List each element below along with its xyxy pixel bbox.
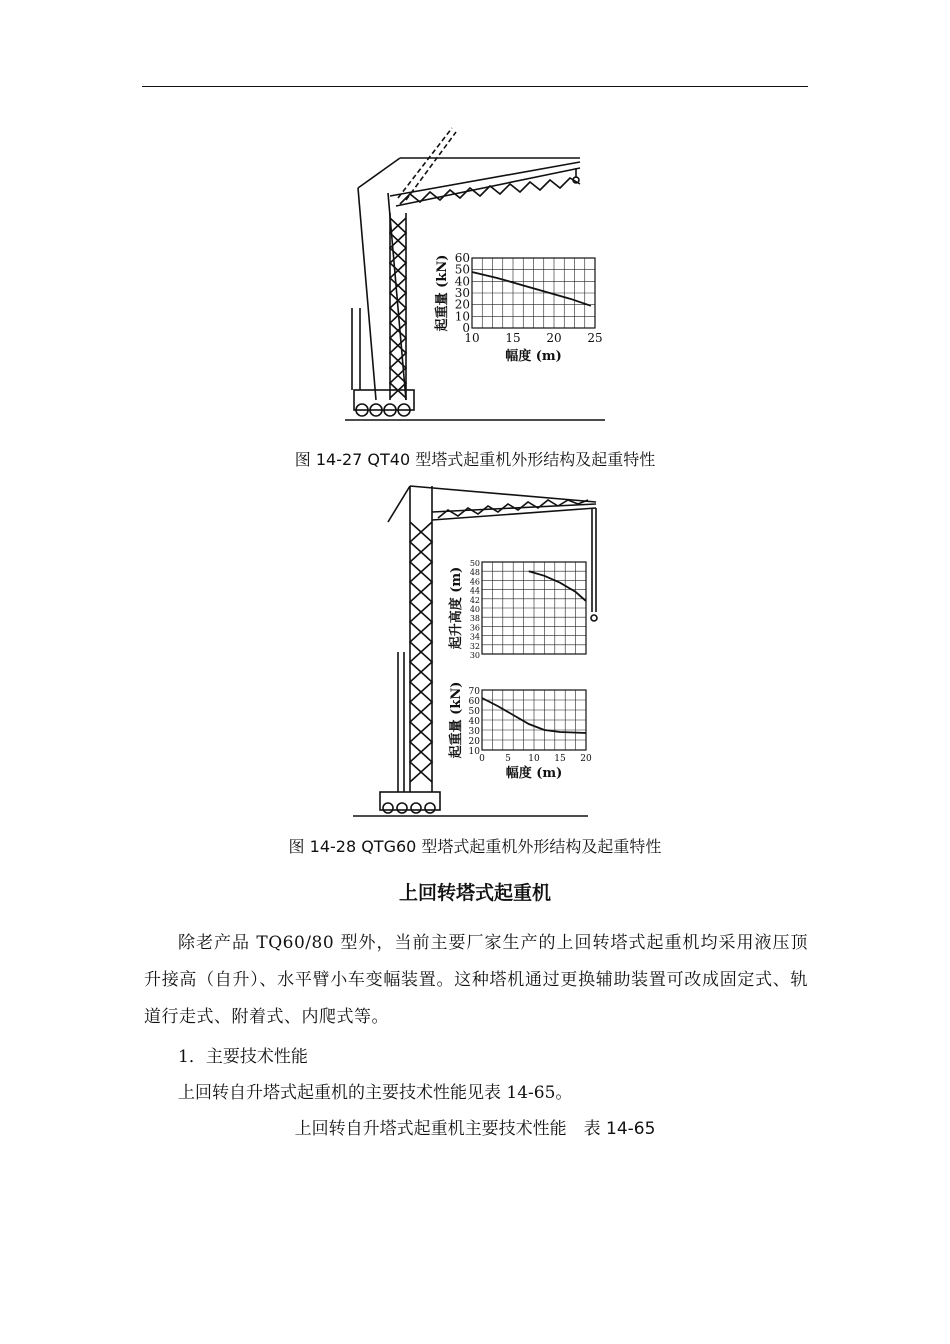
- body-paragraph: 除老产品 TQ60/80 型外，当前主要厂家生产的上回转塔式起重机均采用液压顶升接高（自升）、水平臂小车变幅装置。这种塔机通过更换辅助装置可改成固定式、轨道行走式、附着式、内爬式等。: [144, 933, 808, 1027]
- y-axis-label: 起重量 (kN): [449, 681, 464, 759]
- y-tick-label: 10: [454, 309, 470, 324]
- y-tick-label: 42: [469, 595, 480, 605]
- y-tick-label: 60: [468, 697, 480, 707]
- y-tick-label: 36: [469, 623, 480, 633]
- section-title: 上回转塔式起重机: [398, 882, 551, 904]
- y-tick-label: 30: [469, 651, 480, 660]
- y-axis-label: 起升高度 (m): [449, 566, 464, 650]
- figure-caption-14-28: 图 14-28 QTG60 型塔式起重机外形结构及起重特性: [288, 837, 662, 856]
- x-tick-label: 0: [479, 754, 485, 764]
- y-tick-label: 70: [468, 687, 480, 697]
- y-tick-label: 20: [454, 297, 470, 312]
- y-tick-label: 40: [454, 274, 470, 289]
- x-tick-label: 15: [554, 754, 566, 764]
- y-tick-label: 50: [469, 559, 480, 568]
- y-tick-label: 50: [468, 707, 480, 717]
- y-tick-label: 44: [469, 586, 480, 596]
- y-tick-label: 30: [454, 286, 470, 300]
- y-tick-label: 38: [469, 614, 480, 624]
- x-tick-label: 5: [505, 754, 511, 764]
- x-tick-label: 20: [546, 331, 562, 345]
- y-tick-label: 50: [454, 262, 470, 277]
- y-tick-label: 34: [469, 632, 480, 642]
- figure-14-27: [340, 118, 610, 428]
- subheading: 1．主要技术性能: [178, 1047, 308, 1067]
- x-tick-label: 10: [528, 754, 540, 764]
- y-tick-label: 48: [469, 568, 480, 578]
- x-tick-label: 10: [464, 331, 480, 345]
- figure-caption-14-27: 图 14-27 QT40 型塔式起重机外形结构及起重特性: [294, 450, 656, 469]
- x-axis-label: 幅度 (m): [505, 766, 563, 781]
- y-axis-label: 起重量 (kN): [435, 254, 450, 332]
- figure-14-28: [348, 482, 608, 822]
- y-tick-label: 60: [454, 251, 470, 265]
- y-tick-label: 40: [469, 605, 480, 614]
- x-axis-label: 幅度 (m): [505, 349, 562, 364]
- y-tick-label: 20: [468, 737, 480, 747]
- table-title: 上回转自升塔式起重机主要技术性能 表 14-65: [294, 1119, 656, 1139]
- y-tick-label: 30: [468, 727, 480, 737]
- y-tick-label: 32: [469, 641, 480, 651]
- y-tick-label: 10: [468, 747, 480, 757]
- x-tick-label: 25: [587, 331, 603, 345]
- x-tick-label: 15: [505, 331, 521, 345]
- x-tick-label: 20: [580, 754, 592, 764]
- reference-sentence: 上回转自升塔式起重机的主要技术性能见表 14-65。: [178, 1083, 573, 1103]
- header-rule: [142, 86, 808, 87]
- y-tick-label: 40: [468, 717, 480, 727]
- y-tick-label: 0: [462, 321, 470, 335]
- y-tick-label: 46: [469, 577, 480, 587]
